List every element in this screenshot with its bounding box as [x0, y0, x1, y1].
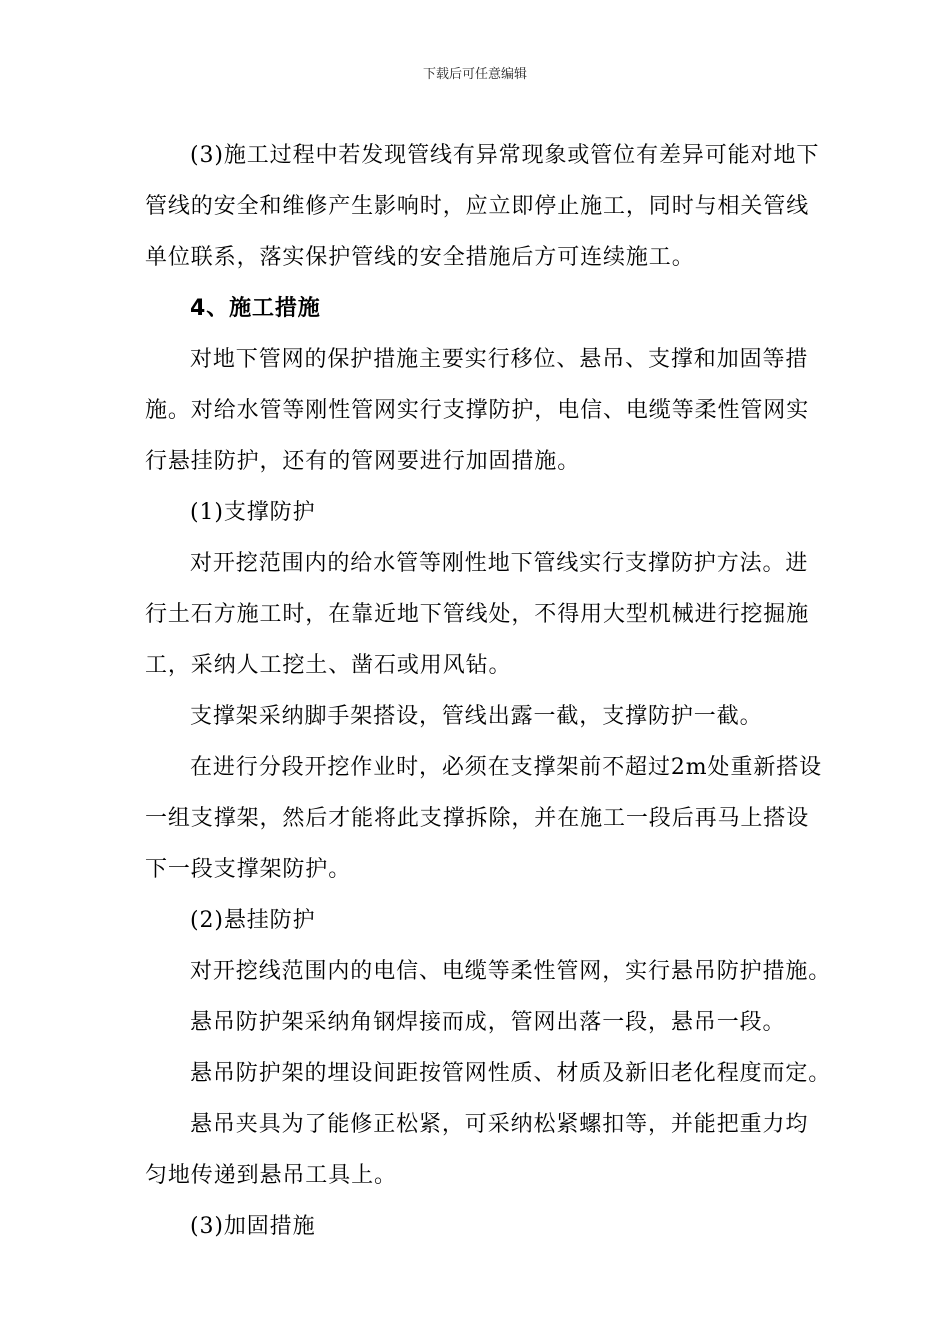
- paragraph-line: (3)施工过程中若发现管线有异常现象或管位有差异可能对地下: [190, 143, 820, 168]
- document-body: [145, 130, 832, 1252]
- paragraph-line: 管线的安全和维修产生影响时，应立即停止施工，同时与相关管线: [145, 194, 810, 219]
- subsection-heading: (1)支撑防护: [190, 500, 316, 525]
- paragraph-line: 匀地传递到悬吊工具上。: [145, 1163, 397, 1188]
- subsection-heading: (3)加固措施: [190, 1214, 316, 1239]
- paragraph-line: 在进行分段开挖作业时，必须在支撑架前不超过2m处重新搭设: [190, 755, 823, 780]
- paragraph-line: 支撑架采纳脚手架搭设，管线出露一截，支撑防护一截。: [190, 704, 763, 729]
- paragraph-line: 对地下管网的保护措施主要实行移位、悬吊、支撑和加固等措: [190, 347, 809, 372]
- paragraph-line: 施。对给水管等刚性管网实行支撑防护，电信、电缆等柔性管网实: [145, 398, 810, 423]
- paragraph-line: 对开挖范围内的给水管等刚性地下管线实行支撑防护方法。进: [190, 551, 809, 576]
- paragraph-line: 行悬挂防护，还有的管网要进行加固措施。: [145, 449, 581, 474]
- paragraph-line: 悬吊防护架采纳角钢焊接而成，管网出落一段，悬吊一段。: [190, 1010, 786, 1035]
- paragraph-line: 悬吊防护架的埋设间距按管网性质、材质及新旧老化程度而定。: [190, 1061, 832, 1086]
- paragraph-line: 下一段支撑架防护。: [145, 857, 352, 882]
- subsection-heading: (2)悬挂防护: [190, 908, 316, 933]
- paragraph-line: 悬吊夹具为了能修正松紧，可采纳松紧螺扣等，并能把重力均: [190, 1112, 809, 1137]
- paragraph-line: 一组支撑架，然后才能将此支撑拆除，并在施工一段后再马上搭设: [145, 806, 810, 831]
- paragraph-line: 单位联系，落实保护管线的安全措施后方可连续施工。: [145, 245, 695, 270]
- page-header-note: 下载后可任意编辑: [422, 67, 527, 82]
- paragraph-line: 工，采纳人工挖土、凿石或用风钻。: [145, 653, 512, 678]
- section-heading: 4、施工措施: [190, 296, 321, 321]
- paragraph-line: 行土石方施工时，在靠近地下管线处，不得用大型机械进行挖掘施: [145, 602, 810, 627]
- paragraph-line: 对开挖线范围内的电信、电缆等柔性管网，实行悬吊防护措施。: [190, 959, 832, 984]
